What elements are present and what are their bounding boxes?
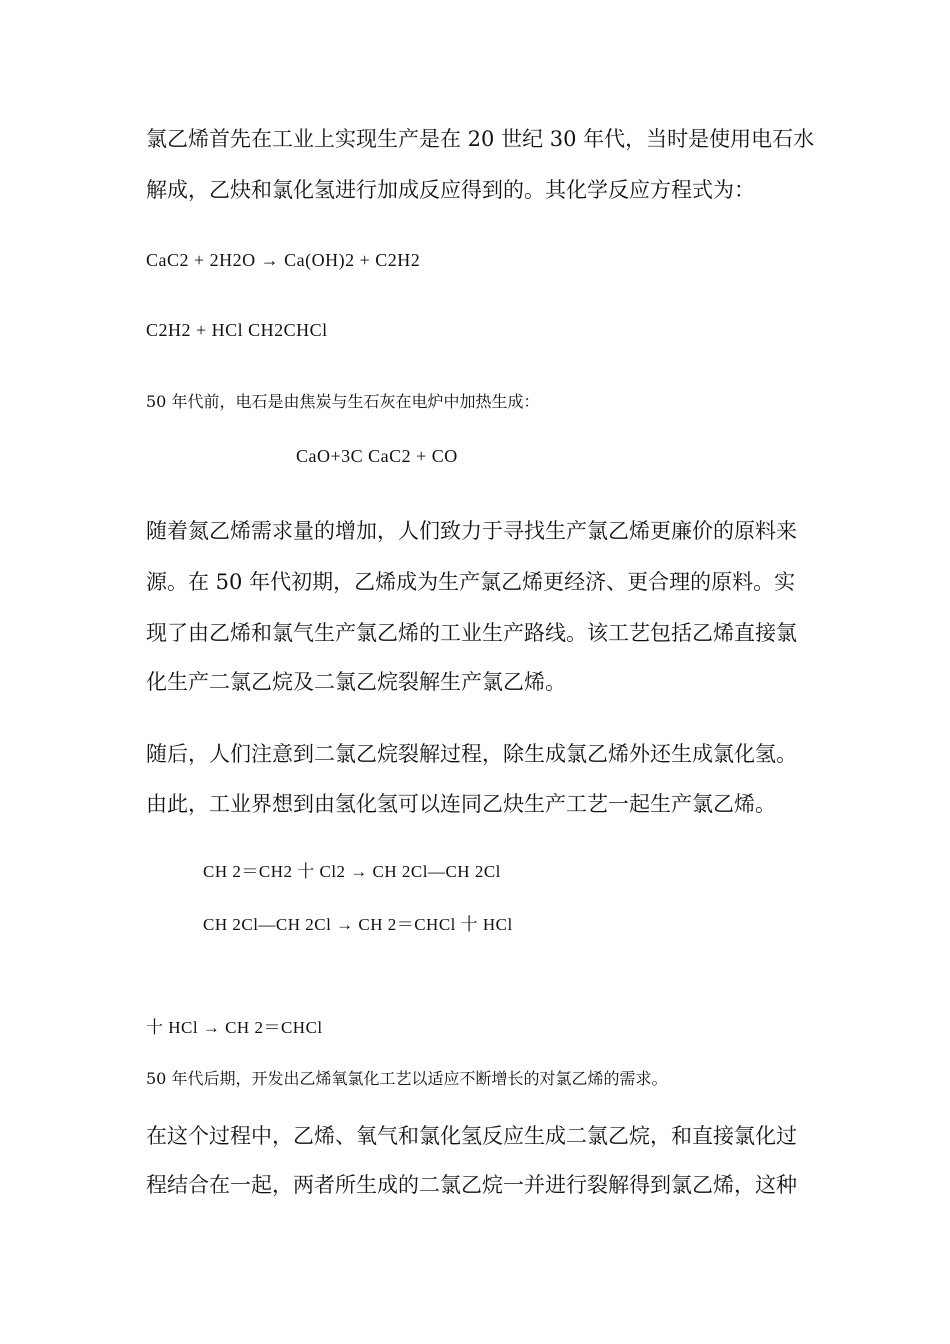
equation-direct-chlorination: CH 2＝CH2 十 Cl2 → CH 2Cl—CH 2Cl	[203, 862, 501, 881]
paragraph-3-line-1: 随后，人们注意到二氯乙烷裂解过程，除生成氯乙烯外还生成氯化氢。	[146, 742, 797, 766]
paragraph-1-line-1: 氯乙烯首先在工业上实现生产是在 20 世纪 30 年代，当时是使用电石水	[146, 127, 815, 151]
note-oxychlorination: 50 年代后期，开发出乙烯氧氯化工艺以适应不断增长的对氯乙烯的需求。	[146, 1069, 668, 1088]
paragraph-2-line-1: 随着氮乙烯需求量的增加，人们致力于寻找生产氯乙烯更廉价的原料来	[146, 519, 797, 543]
note-carbide-production: 50 年代前，电石是由焦炭与生石灰在电炉中加热生成：	[146, 392, 540, 411]
paragraph-3-line-2: 由此，工业界想到由氢化氢可以连同乙炔生产工艺一起生产氯乙烯。	[146, 792, 776, 816]
equation-edc-cracking: CH 2Cl—CH 2Cl → CH 2＝CHCl 十 HCl	[203, 915, 513, 934]
paragraph-2-line-3: 现了由乙烯和氯气生产氯乙烯的工业生产路线。该工艺包括乙烯直接氯	[146, 621, 797, 645]
equation-carbide-hydrolysis: CaC2 + 2H2O → Ca(OH)2 + C2H2	[146, 250, 421, 270]
equation-acetylene-hydrochlorination: C2H2 + HCl CH2CHCl	[146, 320, 328, 340]
equation-hcl-addition: 十 HCl → CH 2＝CHCl	[146, 1018, 323, 1037]
paragraph-4-line-2: 程结合在一起，两者所生成的二氯乙烷一并进行裂解得到氯乙烯，这种	[146, 1173, 797, 1197]
paragraph-1-line-2: 解成，乙炔和氯化氢进行加成反应得到的。其化学反应方程式为：	[146, 178, 755, 202]
equation-carbide-formation: CaO+3C CaC2 + CO	[296, 446, 458, 466]
paragraph-4-line-1: 在这个过程中，乙烯、氧气和氯化氢反应生成二氯乙烷，和直接氯化过	[146, 1124, 797, 1148]
paragraph-2-line-4: 化生产二氯乙烷及二氯乙烷裂解生产氯乙烯。	[146, 670, 566, 694]
paragraph-2-line-2: 源。在 50 年代初期，乙烯成为生产氯乙烯更经济、更合理的原料。实	[146, 570, 796, 594]
